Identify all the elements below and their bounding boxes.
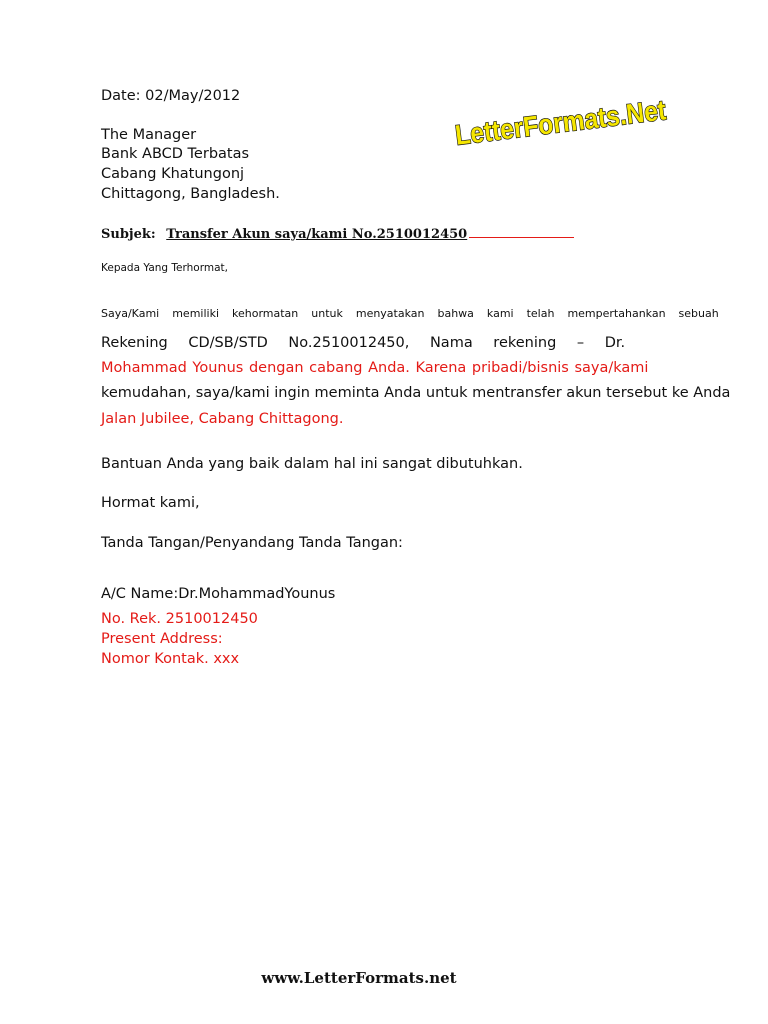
body-line-1: Saya/Kami memiliki kehormatan untuk menyatakan bahwa kami telah mempertahankan sebuah [101, 307, 719, 320]
salutation: Kepada Yang Terhormat, [101, 262, 228, 274]
subject-red-underline [469, 225, 574, 238]
closing: Hormat kami, [101, 495, 200, 511]
recipient-line-1: The Manager [101, 127, 197, 143]
present-address: Present Address: [101, 631, 223, 647]
letterformats-logo [450, 90, 697, 151]
recipient-line-2: Bank ABCD Terbatas [101, 146, 250, 162]
account-name: A/C Name:Dr.MohammadYounus [101, 586, 336, 602]
letter-date: Date: 02/May/2012 [101, 88, 241, 104]
recipient-line-3: Cabang Khatungonj [101, 166, 245, 182]
body-line-4: kemudahan, saya/kami ingin meminta Anda untuk mentransfer akun tersebut ke Anda [101, 385, 731, 401]
body-line-3: Mohammad Younus dengan cabang Anda. Karena pribadi/bisnis saya/kami [101, 360, 649, 376]
subject-label: Subjek: [101, 227, 156, 242]
signature-label: Tanda Tangan/Penyandang Tanda Tangan: [101, 535, 403, 551]
logo-text: LetterFormats.Net [453, 90, 697, 151]
account-number: No. Rek. 2510012450 [101, 611, 258, 627]
footer-url: www.LetterFormats.net [261, 969, 457, 987]
body-paragraph-2: Bantuan Anda yang baik dalam hal ini sangat dibutuhkan. [101, 456, 523, 472]
contact-number: Nomor Kontak. xxx [101, 651, 240, 667]
subject-line [101, 225, 574, 242]
body-line-5: Jalan Jubilee, Cabang Chittagong. [101, 411, 344, 427]
recipient-line-4: Chittagong, Bangladesh. [101, 186, 280, 202]
body-line-2: Rekening CD/SB/STD No.2510012450, Nama rekening – Dr. [101, 335, 626, 351]
subject-text: Transfer Akun saya/kami No.2510012450 [166, 227, 468, 242]
